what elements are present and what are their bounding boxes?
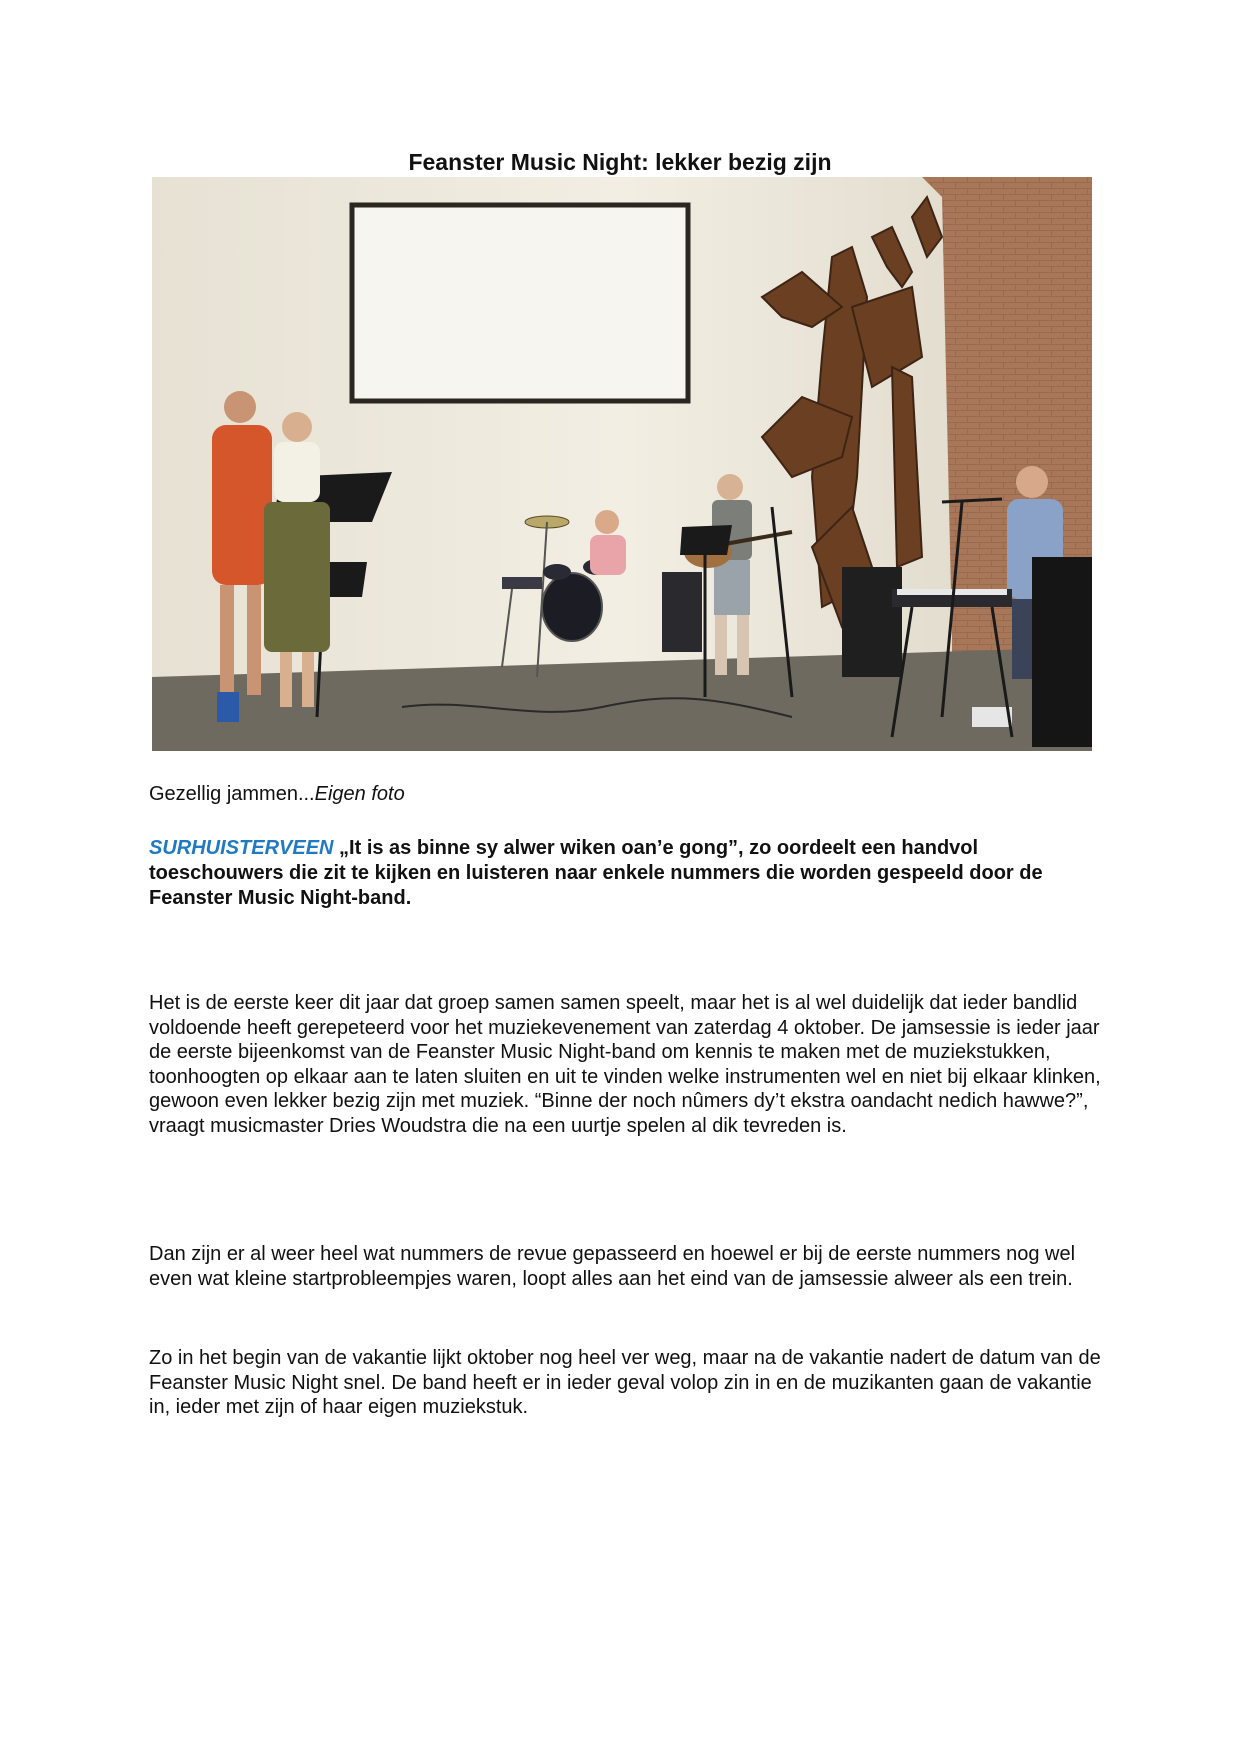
photo-caption-text: Gezellig jammen... — [149, 783, 315, 805]
lead-text: „It is as binne sy alwer wiken oan’e gong”, zo oordeelt een handvol toeschouwers die zit te kijken en luisteren naar enkele nummers die worden gespeeld door de Feanster Music Night-band. — [149, 837, 1043, 909]
piano — [1032, 557, 1092, 747]
body-paragraph-3: Zo in het begin van de vakantie lijkt oktober nog heel ver weg, maar na de vakantie nadert de datum van de Feanster Music Night snel. De band heeft er in ieder geval volop zin in en de muzikanten gaan de vakantie in, ieder met zijn of haar eigen muziekstuk. — [149, 1347, 1101, 1418]
photo-credit: Eigen foto — [314, 783, 405, 805]
dateline: SURHUISTERVEEN — [149, 837, 334, 859]
photo-caption — [149, 782, 405, 806]
chair — [662, 572, 702, 652]
body-paragraph-2: Dan zijn er al weer heel wat nummers de revue gepasseerd en hoewel er bij de eerste nummers nog wel even wat kleine startprobleempjes waren, loopt alles aan het eind van de jamsessie alweer als een trein. — [149, 1243, 1076, 1290]
band-photo — [152, 177, 1092, 751]
projection-screen — [352, 205, 688, 401]
lead-paragraph — [149, 836, 1109, 911]
amplifier — [842, 567, 902, 677]
body-paragraph-1: Het is de eerste keer dit jaar dat groep samen samen speelt, maar het is al wel duidelijk dat ieder bandlid voldoende heeft gerepeteerd voor het muziekevenement van zaterdag 4 oktober. De jamsessie is ieder jaar de eerste bijeenkomst van de Feanster Music Night-band om kennis te maken met de muziekstukken, toonhoogten op elkaar aan te laten sluiten en uit te vinden welke instrumenten wel en niet bij elkaar klinken, gewoon even lekker bezig zijn met muziek. “Binne der noch nûmers dy’t ekstra oandacht nedich hawwe?”, vraagt musicmaster Dries Woudstra die na een uurtje spelen al dik tevreden is. — [149, 992, 1101, 1137]
page-title: Feanster Music Night: lekker bezig zijn — [408, 149, 832, 175]
band-photo-illustration — [152, 177, 1092, 751]
